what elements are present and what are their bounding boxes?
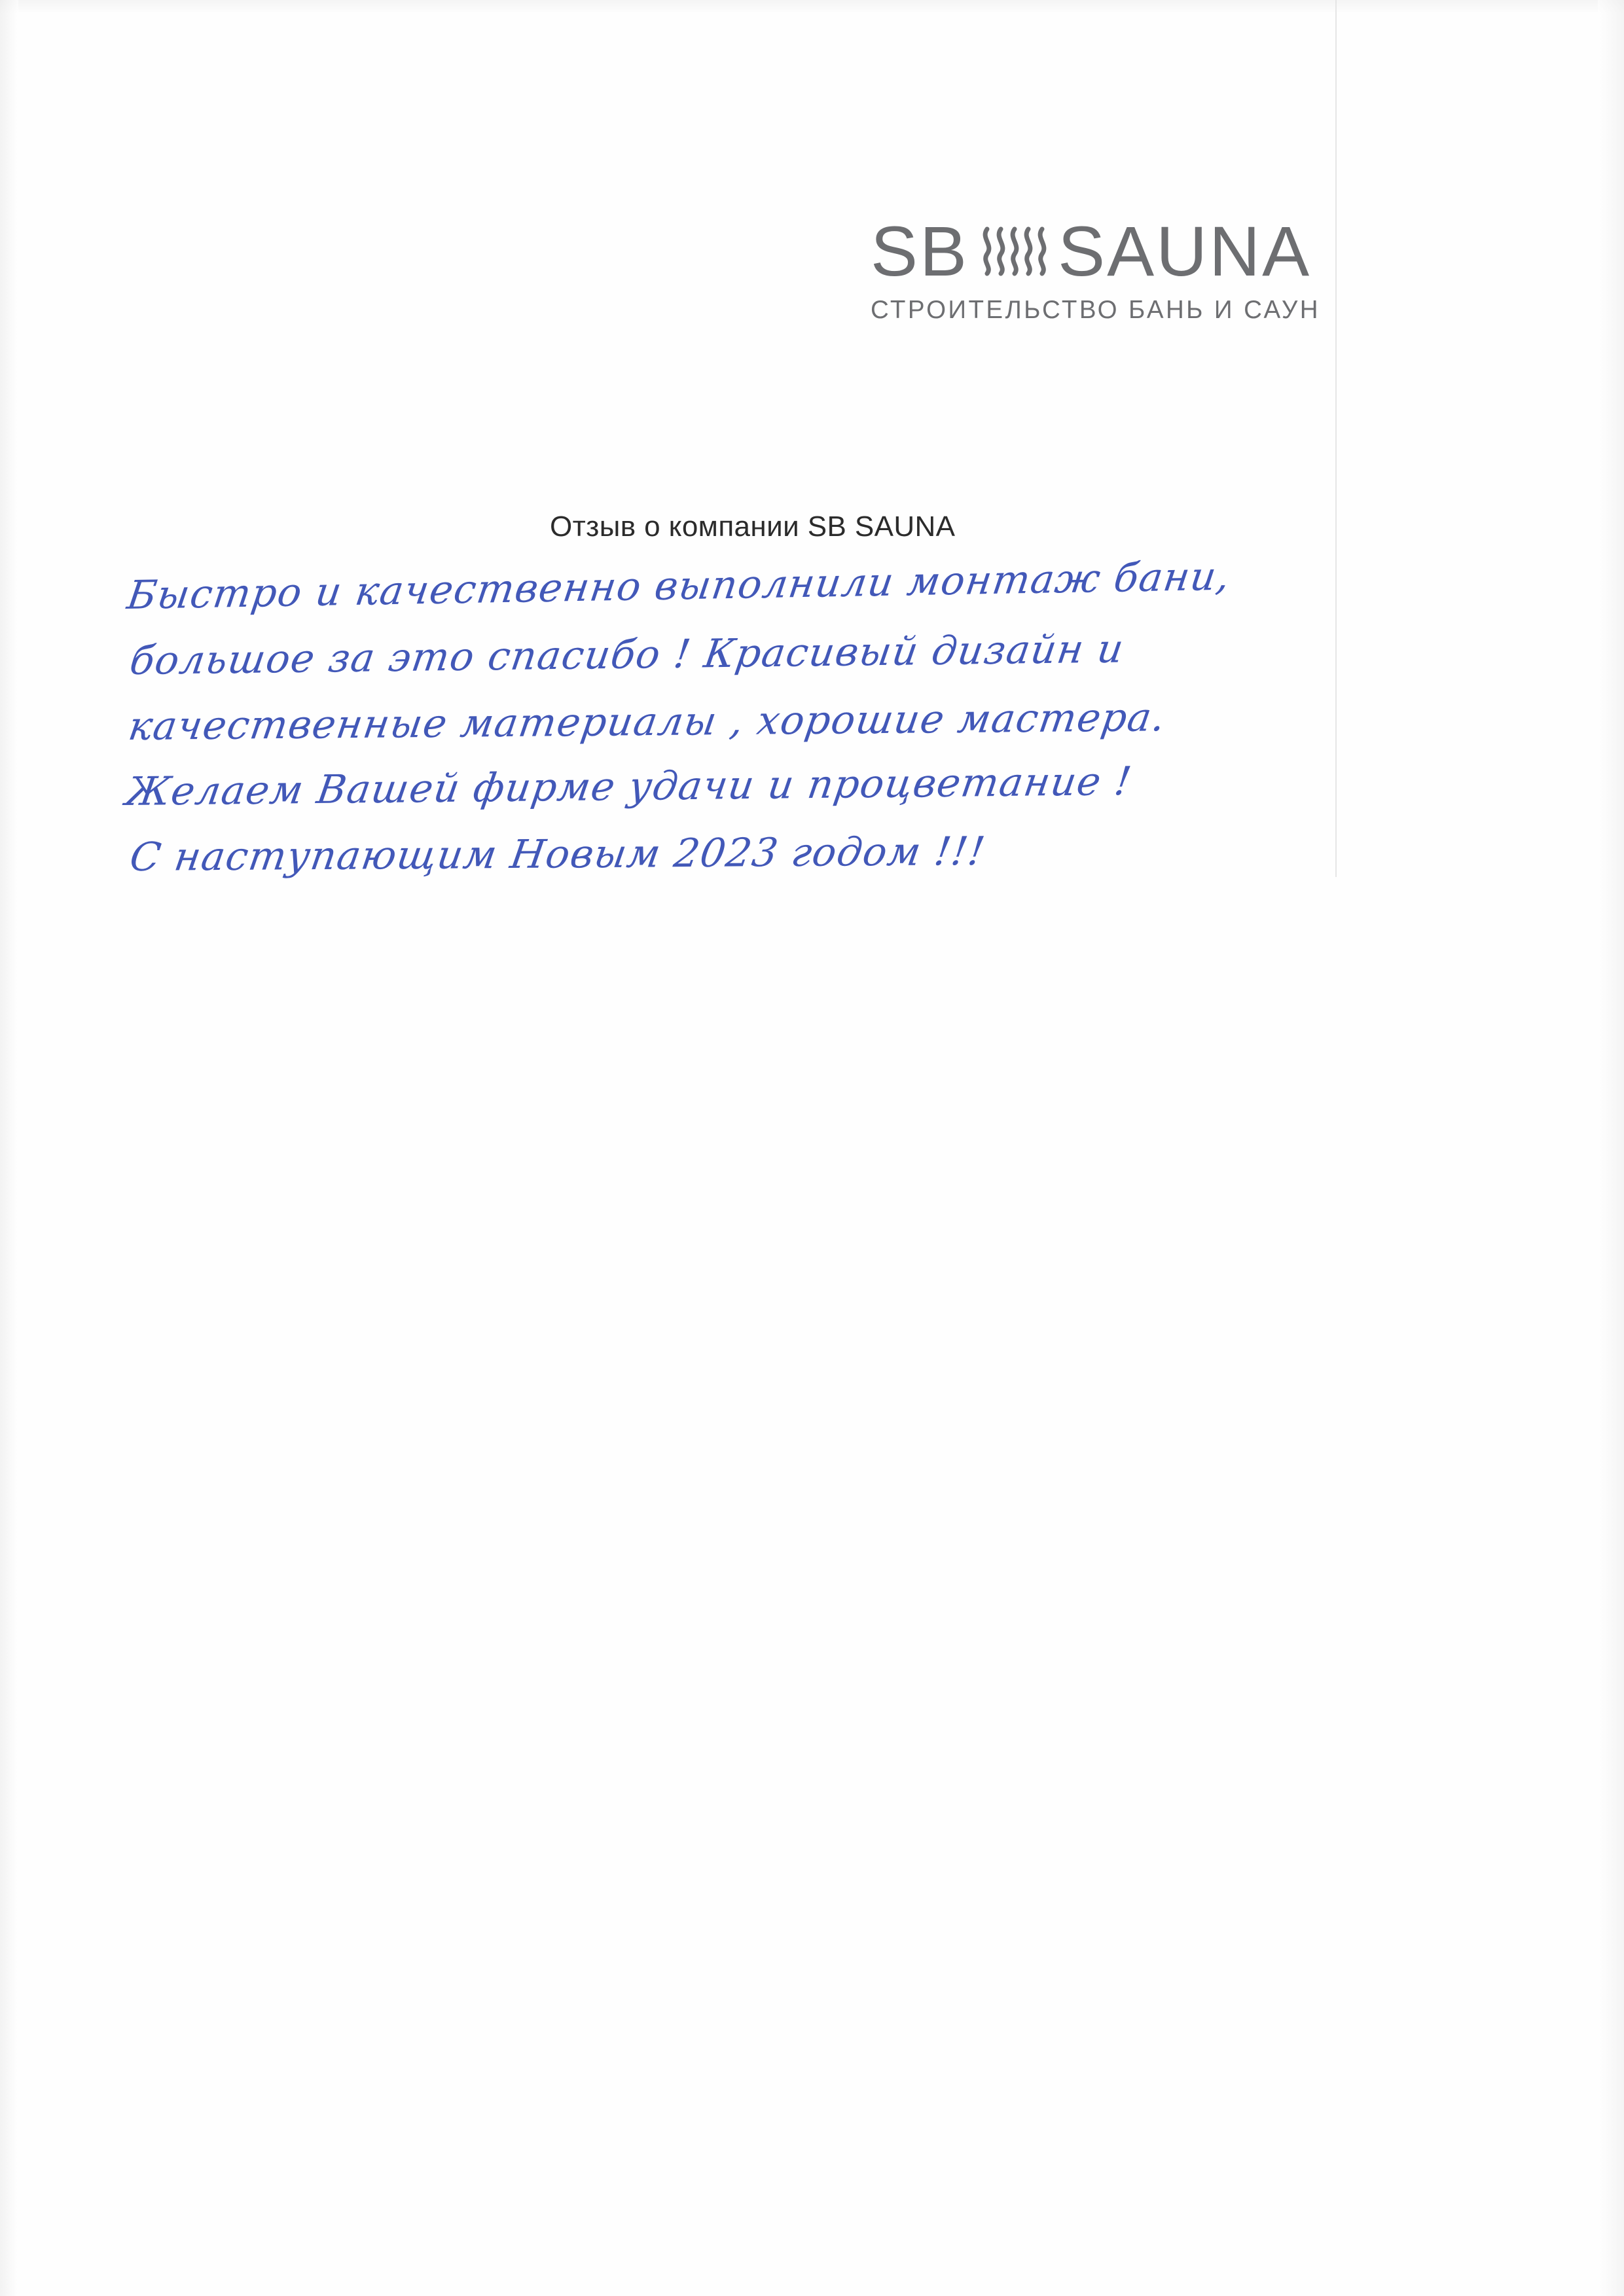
logo-tagline: СТРОИТЕЛЬСТВО БАНЬ И САУН xyxy=(871,296,1320,324)
handwritten-line: Желаем Вашей фирме удачи и процветание ! xyxy=(122,758,1135,816)
logo-text-sauna: SAUNA xyxy=(1058,211,1312,291)
review-heading: Отзыв о компании SB SAUNA xyxy=(550,511,956,543)
handwritten-line: Быстро и качественно выполнили монтаж бани, xyxy=(124,553,1234,619)
logo-text-sb: SB xyxy=(871,211,969,291)
handwritten-line: качественные материалы , хорошие мастера. xyxy=(125,694,1169,750)
page-edge-shadow-left xyxy=(0,0,18,2296)
handwritten-review-text xyxy=(121,553,1548,903)
handwritten-line: большое за это спасибо ! Красивый дизайн и xyxy=(126,626,1128,685)
steam-waves-icon xyxy=(979,226,1047,276)
logo-wordmark xyxy=(871,211,1460,291)
page-edge-shadow-right xyxy=(1598,0,1624,2296)
handwritten-line: С наступающим Новым 2023 годом !!! xyxy=(126,828,989,881)
company-logo xyxy=(871,211,1460,325)
page-edge-shadow-top xyxy=(0,0,1624,14)
